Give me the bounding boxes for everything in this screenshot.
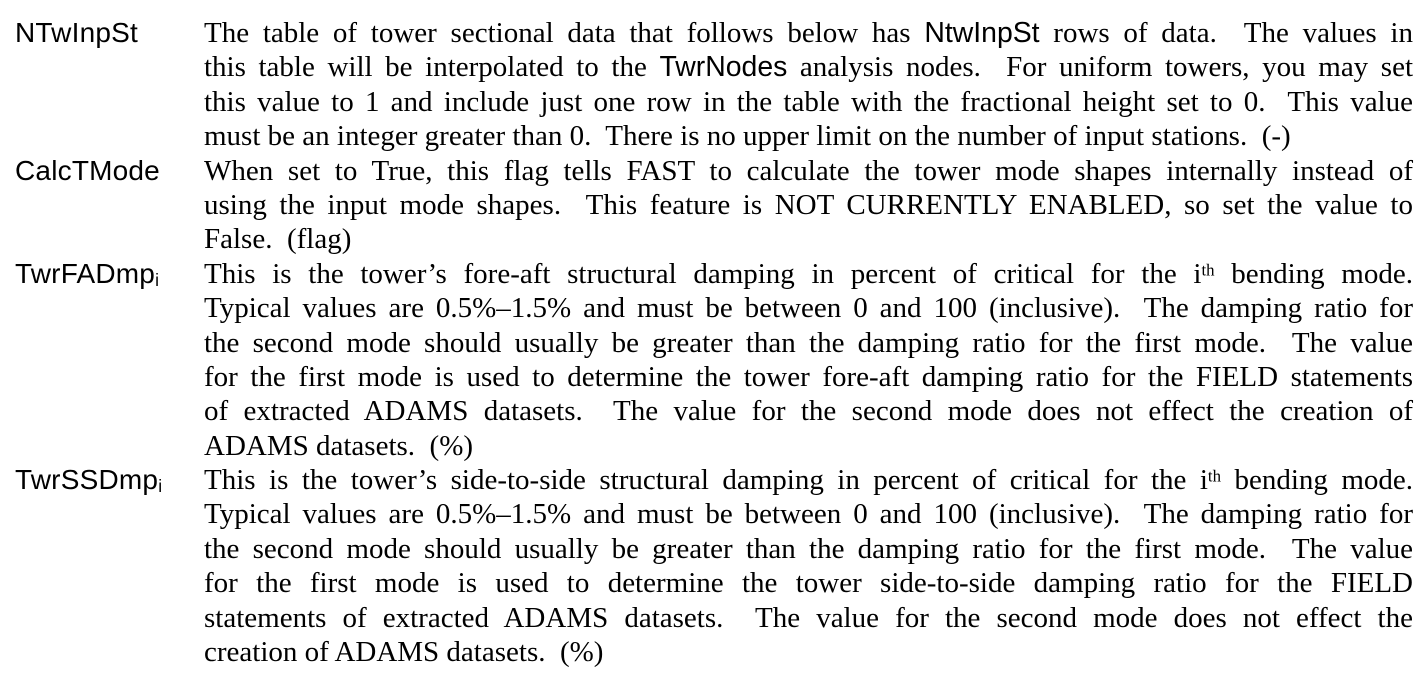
- description-line: [204, 154, 1413, 188]
- description-line: [204, 463, 1413, 497]
- text-segment: bending mode.: [1220, 464, 1414, 497]
- text-segment: Typical values are 0.5%–1.5% and must be between 0 and 100 (inclusive). The damping ratio for: [204, 292, 1413, 325]
- text-segment: This is the tower’s fore-aft structural damping in percent of critical for the i: [204, 257, 1202, 290]
- text-segment: False. (flag): [204, 223, 352, 256]
- description-line: [204, 50, 1413, 84]
- text-segment: TwrFADmp: [15, 257, 156, 289]
- text-segment: TwrSSDmp: [15, 464, 159, 496]
- description-line: [204, 497, 1413, 531]
- description-line: [204, 222, 1413, 256]
- text-segment: must be an integer greater than 0. There is no upper limit on the number of input stations. (-): [204, 120, 1291, 153]
- description-line: [204, 601, 1413, 635]
- description-line: [204, 188, 1413, 222]
- parameter-name: [15, 463, 204, 497]
- text-segment: for the first mode is used to determine the tower side-to-side damping ratio for the FIELD: [204, 567, 1413, 600]
- text-segment: statements of extracted ADAMS datasets. The value for the second mode does not effect the: [204, 601, 1413, 634]
- parameter-description: [204, 463, 1413, 669]
- parameter-name: [15, 257, 204, 291]
- description-line: [204, 291, 1413, 325]
- text-segment: CalcTMode: [15, 154, 160, 186]
- description-line: [204, 326, 1413, 360]
- superscript-text: th: [1207, 466, 1221, 486]
- parameter-description: [204, 257, 1413, 463]
- text-segment: When set to True, this flag tells FAST to calculate the tower mode shapes internally instead of: [204, 154, 1413, 187]
- text-segment: this table will be interpolated to the: [204, 51, 660, 84]
- subscript-text: i: [155, 269, 160, 290]
- parameter-definition-list: [15, 16, 1422, 669]
- text-segment: using the input mode shapes. This feature is NOT CURRENTLY ENABLED, so set the value to: [204, 188, 1413, 221]
- parameter-entry: [15, 154, 1422, 257]
- text-segment: for the first mode is used to determine the tower fore-aft damping ratio for the FIELD statements: [204, 360, 1413, 393]
- text-segment: the second mode should usually be greater than the damping ratio for the first mode. The value: [204, 532, 1413, 565]
- parameter-description: [204, 154, 1413, 257]
- description-line: [204, 394, 1413, 428]
- description-line: [204, 532, 1413, 566]
- text-segment: the second mode should usually be greater than the damping ratio for the first mode. The value: [204, 326, 1413, 359]
- parameter-entry: [15, 463, 1422, 669]
- description-line: [204, 360, 1413, 394]
- text-segment: of extracted ADAMS datasets. The value for the second mode does not effect the creation of: [204, 395, 1413, 428]
- superscript-text: th: [1201, 260, 1215, 280]
- text-segment: Typical values are 0.5%–1.5% and must be between 0 and 100 (inclusive). The damping ratio for: [204, 498, 1413, 531]
- parameter-name: [15, 154, 204, 188]
- description-line: [204, 85, 1413, 119]
- text-segment: rows of data. The values in: [1039, 17, 1413, 49]
- description-line: [204, 635, 1413, 669]
- text-segment: NTwInpSt: [15, 17, 138, 48]
- parameter-entry: [15, 16, 1422, 154]
- description-line: [204, 429, 1413, 463]
- description-line: [204, 257, 1413, 291]
- subscript-text: i: [158, 476, 163, 497]
- text-segment: this value to 1 and include just one row in the table with the fractional height set to 0. This value: [204, 85, 1413, 118]
- parameter-reference: TwrNodes: [659, 51, 788, 84]
- text-segment: The table of tower sectional data that follows below has: [204, 17, 925, 49]
- parameter-entry: [15, 257, 1422, 463]
- text-segment: bending mode.: [1214, 257, 1413, 290]
- text-segment: This is the tower’s side-to-side structural damping in percent of critical for the i: [204, 464, 1208, 497]
- text-segment: analysis nodes. For uniform towers, you may set: [787, 51, 1413, 84]
- text-segment: creation of ADAMS datasets. (%): [204, 636, 604, 669]
- text-segment: ADAMS datasets. (%): [204, 429, 474, 462]
- description-line: [204, 119, 1413, 153]
- description-line: [204, 16, 1413, 50]
- description-line: [204, 566, 1413, 600]
- parameter-name: [15, 16, 204, 50]
- parameter-reference: NtwInpSt: [924, 17, 1040, 49]
- parameter-description: [204, 16, 1413, 154]
